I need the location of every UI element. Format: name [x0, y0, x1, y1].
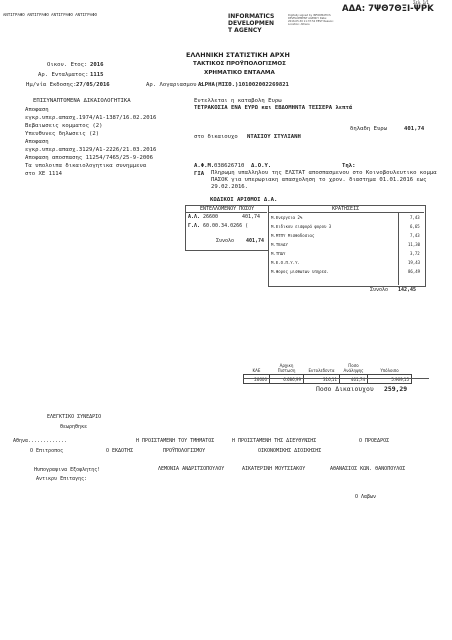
amount-label: δηλαδη Ευρω — [350, 126, 388, 132]
supporting-doc-line: εγκρ.υπερ.απασχ.3129/Α1-2226/21.03.2016 — [25, 147, 157, 153]
deduction-name: Μ.ΜΤΠΥ Μισθοδοσιας — [271, 233, 315, 238]
kae-header: Αρχικη Πιστωση — [277, 363, 296, 373]
kae-header: Ποσο Ανάληψης — [343, 363, 364, 373]
net-divider — [243, 378, 429, 379]
deduction-name: Μ.ΤΕΑΔΥ — [271, 242, 288, 247]
deduction-value: 3,72 — [410, 251, 420, 256]
code-row-label: Γ.Λ. — [188, 223, 201, 229]
beneficiary-label: στο δικαιουχο — [194, 134, 238, 140]
kae-cell: 316,11 — [304, 375, 340, 384]
signer-name-2: ΑΙΚΑΤΕΡΙΝΗ ΜΟΥΤΣΙΑΚΟΥ — [242, 466, 306, 472]
kae-cell: 5.969,15 — [368, 375, 412, 384]
deduction-name: Μ.Ειδικου εισφορά φορου 3 — [271, 224, 332, 229]
ada-code: ΑΔΑ: 7ΨΘ7ΘΞΙ-ΨΡΚ — [342, 4, 434, 14]
supporting-doc-line: Αποφαση αποσπασης 11254/7465/25-9-2006 — [25, 155, 153, 161]
receiver-label: Ο Λαβων — [355, 494, 377, 500]
net-amount-label: Ποσο Δικαιουχου — [316, 385, 374, 393]
afm-value: 038626710 — [214, 163, 245, 169]
kae-header: Εντολεδεντα — [308, 368, 335, 373]
audit-court-label: ΕΛΕΓΚΤΙΚΟ ΣΥΝΕΔΡΙΟ — [47, 414, 102, 420]
president-title: Ο ΠΡΟΕΔΡΟΣ — [359, 438, 390, 444]
supporting-doc-line: Υπευθυνες δηλωσεις (2) — [25, 131, 100, 137]
kae-header: ΚΑΕ — [252, 368, 261, 373]
logo-line-1: INFORMATICS — [228, 13, 275, 20]
supporting-doc-line: εγκρ.υπερ.απασχ.1974/Α1-1387/16.02.2016 — [25, 115, 157, 121]
supporting-doc-line: στο ΧΕ 1114 — [25, 171, 63, 177]
supporting-doc-line: Αποφαση — [25, 139, 49, 145]
confirmer-line-2: Αντικρυ Επιταγης: — [36, 476, 88, 482]
amount-in-words: ΤΕΤΡΑΚΟΣΙΑ ΕΝΑ ΕΥΡΩ και ΕΒΔΟΜΗΝΤΑ ΤΕΣΣΕΡΑ λεπτά — [194, 105, 353, 111]
code-row-code: 60.00.34.0266 ( — [203, 223, 249, 229]
issue-date-label: Ημ/νία Εκδοσης: — [26, 82, 77, 88]
deductions-box-divider — [268, 212, 424, 213]
beneficiary-value: ΝΤΑΣΙΟΥ ΣΤΥΛΙΑΝΗ — [247, 134, 301, 140]
deduction-value: 6,65 — [410, 224, 420, 229]
warrant-number-label: Αρ. Ενταλματος: — [38, 72, 89, 78]
logo-line-2: DEVELOPMEN — [228, 20, 275, 27]
entitled-sum-label: Συνολο — [216, 238, 235, 244]
supporting-doc-line: Αποφαση — [25, 107, 49, 113]
codes-heading: ΚΩΔΙΚΟΙ ΑΡΙΘΜΟΙ Δ.Α. — [210, 197, 278, 203]
supporting-docs-heading: ΕΠΙΣΥΝΑΠΤΟΜΕΝΑ ΔΙΚΑΙΟΛΟΓΗΤΙΚΑ — [33, 98, 131, 104]
copy-labels: ΑΝΤΙΓΡΑΦΟ ΑΝΤΙΓΡΑΦΟ ΑΝΤΙΓΡΑΦΟ ΑΝΤΙΓΡΑΦΟ — [3, 12, 97, 17]
kae-cell: 26600 — [244, 375, 270, 384]
issue-date-value: 27/05/2016 — [76, 82, 110, 88]
account-label: Αρ. Λογαριασμου : — [146, 82, 204, 88]
purpose-label: ΓΙΑ — [194, 171, 205, 177]
logo-line-3: T AGENCY — [228, 27, 262, 34]
entitled-box-divider — [185, 212, 267, 213]
kae-table — [243, 362, 412, 384]
deductions-value-column — [398, 212, 399, 285]
dept-head-subtitle: ΠΡΟΫΠΟΛΟΓΙΣΜΟΥ — [163, 448, 206, 454]
year-label: Οικον. Ετος: — [47, 62, 88, 68]
account-value: ALPHA(ΜΙΣΘ.)101002002269821 — [198, 82, 289, 88]
deduction-name: Μ.Ε.Ο.Π.Υ.Υ. — [271, 260, 300, 265]
signer-name-1: ΛΕΜΟΝΙΑ ΑΝΔΡΙΤΣΟΠΟΥΛΟΥ — [158, 466, 225, 472]
page-number: Σελ. 1/1 — [413, 0, 430, 5]
deductions-heading-text: ΚΡΑΤΗΣΕΙΣ — [332, 206, 360, 212]
deduction-value: 86,49 — [408, 269, 421, 274]
supporting-doc-line: Βεβαιωσεις κομματος (2) — [25, 123, 103, 129]
deductions-sum-value: 142,45 — [398, 287, 417, 293]
code-row-code: 26600 — [203, 214, 219, 220]
year-value: 2016 — [90, 62, 104, 68]
order-intro: Εντελλεται η καταβολη Ευρω — [194, 98, 282, 104]
table-row — [244, 375, 412, 384]
controller-label: Ο Επιτροπος — [30, 448, 64, 454]
deductions-sum-label: Συνολο — [370, 287, 389, 293]
deduction-value: 7,43 — [410, 233, 420, 238]
deduction-name: Μ.Ενεργεια 2% — [271, 215, 303, 220]
kae-cell: 6.686,99 — [270, 375, 304, 384]
deduction-name: Μ.Φορος μισθωτων υπηρεσ. — [271, 269, 329, 274]
amount-value: 401,74 — [404, 126, 425, 132]
net-amount-value: 259,29 — [384, 385, 408, 393]
tel-label: Τηλ: — [342, 163, 356, 169]
ida-logo — [228, 14, 288, 48]
doy-label: Δ.Ο.Υ. — [251, 163, 272, 169]
warrant-number-value: 1115 — [90, 72, 104, 78]
kae-header: Υπόλοιπο — [380, 368, 399, 373]
code-row-amount: 401,74 — [242, 214, 261, 220]
confirmer-line-1: Ηυπογραψινα Εξοφλητης! — [34, 467, 101, 473]
supporting-doc-line: Τα υπολοιπα δικαιολογητικα συνημμενα — [25, 163, 147, 169]
code-row-label: Α.Λ. — [188, 214, 201, 220]
signer-name-3: ΑΘΑΝΑΣΙΟΣ ΚΩΝ. ΘΑΝΟΠΟΥΛΟΣ — [330, 466, 406, 472]
entitled-sum-value: 401,74 — [246, 238, 265, 244]
org-title: ΕΛΛΗΝΙΚΗ ΣΤΑΤΙΣΤΙΚΗ ΑΡΧΗ — [186, 51, 290, 59]
entitled-heading: ΕΝΤΕΛΛΟΜΕΝΟΥ ΠΟΣΟΥ — [200, 206, 255, 212]
deduction-value: 7,43 — [410, 215, 420, 220]
warrant-title: ΧΡΗΜΑΤΙΚΟ ΕΝΤΑΛΜΑ — [204, 70, 275, 76]
dept-head-title: Η ΠΡΟΙΣΤΑΜΕΝΗ ΤΟΥ ΤΜΗΜΑΤΟΣ — [136, 438, 215, 444]
deduction-name: Μ.ΤΠΔΥ — [271, 251, 286, 256]
director-title: Η ΠΡΟΙΣΤΑΜΕΝΗ ΤΗΣ ΔΙΕΥΘΥΝΣΗΣ — [232, 438, 317, 444]
deduction-value: 19,43 — [408, 260, 421, 265]
director-subtitle: ΟΙΚΟΝΟΜΙΚΗΣ ΔΙΟΙΚΗΣΗΣ — [258, 448, 322, 454]
afm-label: Α.Φ.Μ. — [194, 163, 215, 169]
budget-title: ΤΑΚΤΙΚΟΣ ΠΡΟΫΠΟΛΟΓΙΣΜΟΣ — [193, 61, 286, 67]
audit-certified-label: Θεωρηθηκε — [60, 424, 88, 430]
digital-signature-note: Digitally signed by INFORMATICS DEVELOPMENT AGENCY Date: 2016.05.30 11:37:52 EEST Reason: Location: Athens — [288, 14, 334, 27]
kae-cell: 401,74 — [340, 375, 368, 384]
deduction-value: 11,30 — [408, 242, 421, 247]
purpose-text: Πληρωμη υπαλληλου της ΕΛΣΤΑΤ αποσπασμενου στο Κοινοβουλευτικο κομμα ΠΑΣΟΚ για υπερωριακη απασχοληση το χρον. διαστημα 01.01.2016 εως 29.02.2016. — [211, 170, 437, 190]
athens-date-line: Αθηνα............. — [13, 438, 68, 444]
issuer-label: Ο ΕΚΔΟΤΗΣ — [106, 448, 134, 454]
